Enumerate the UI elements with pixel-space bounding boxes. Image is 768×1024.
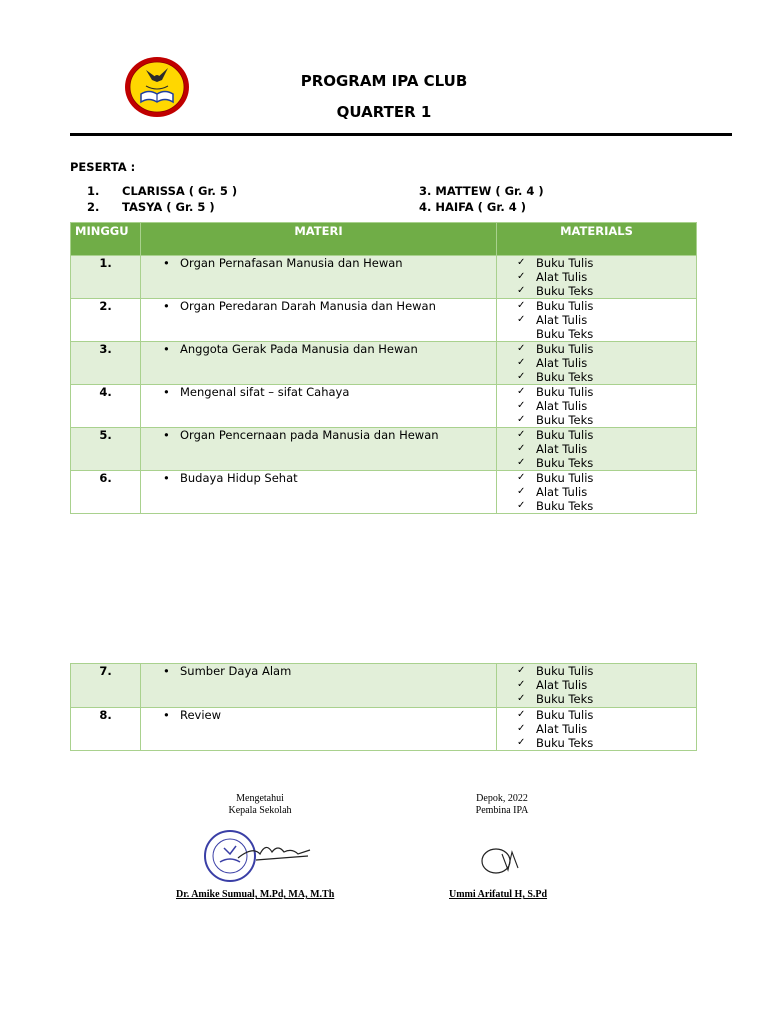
participant-2: TASYA ( Gr. 5 ) [122, 200, 215, 214]
topic-text: Organ Pencernaan pada Manusia dan Hewan [180, 428, 439, 442]
material-item: Alat Tulis [536, 270, 588, 284]
participant-2-number: 2. [87, 200, 100, 214]
school-stamp-icon [198, 828, 318, 884]
material-item: Buku Teks [536, 327, 594, 341]
bullet-icon: • [163, 664, 170, 678]
table-row [71, 299, 697, 342]
check-icon: ✓ [517, 443, 526, 454]
check-icon: ✓ [517, 414, 526, 425]
signature-right-line1: Depok, 2022 [476, 793, 528, 804]
week-number: 6. [99, 471, 112, 485]
table-row [71, 664, 697, 708]
table-row [71, 342, 697, 385]
check-icon: ✓ [517, 271, 526, 282]
material-item: Buku Tulis [536, 342, 594, 356]
check-icon: ✓ [517, 737, 526, 748]
participant-3: 3. MATTEW ( Gr. 4 ) [419, 184, 544, 198]
material-item: Alat Tulis [536, 442, 588, 456]
material-item: Buku Tulis [536, 471, 594, 485]
material-item: Alat Tulis [536, 485, 588, 499]
week-number: 1. [99, 256, 112, 270]
check-icon: ✓ [517, 472, 526, 483]
bullet-icon: • [163, 708, 170, 722]
topic-text: Review [180, 708, 222, 722]
material-item: Buku Tulis [536, 708, 594, 722]
bullet-icon: • [163, 342, 170, 356]
check-icon: ✓ [517, 300, 526, 311]
material-item: Alat Tulis [536, 678, 588, 692]
week-number: 3. [99, 342, 112, 356]
material-item: Buku Teks [536, 413, 594, 427]
check-icon: ✓ [517, 709, 526, 720]
document-title: PROGRAM IPA CLUB [300, 72, 468, 90]
check-icon: ✓ [517, 386, 526, 397]
week-number: 7. [99, 664, 112, 678]
check-icon: ✓ [517, 457, 526, 468]
material-item: Buku Teks [536, 456, 594, 470]
check-icon: ✓ [517, 693, 526, 704]
topic-text: Organ Pernafasan Manusia dan Hewan [180, 256, 403, 270]
participant-1: CLARISSA ( Gr. 5 ) [122, 184, 238, 198]
check-icon: ✓ [517, 343, 526, 354]
table-row [71, 471, 697, 514]
check-icon: ✓ [517, 371, 526, 382]
check-icon: ✓ [517, 429, 526, 440]
material-item: Alat Tulis [536, 356, 588, 370]
bullet-icon: • [163, 428, 170, 442]
schedule-table [70, 222, 697, 514]
signature-right-name: Ummi Arifatul H, S.Pd [449, 889, 548, 900]
topic-text: Budaya Hidup Sehat [180, 471, 298, 485]
signature-icon [474, 842, 530, 878]
check-icon: ✓ [517, 723, 526, 734]
material-item: Buku Tulis [536, 664, 594, 678]
signature-left-line1: Mengetahui [236, 793, 284, 804]
table-row [71, 385, 697, 428]
check-icon: ✓ [517, 357, 526, 368]
material-item: Buku Teks [536, 284, 594, 298]
check-icon: ✓ [517, 314, 526, 325]
table-row [71, 428, 697, 471]
topic-text: Sumber Daya Alam [180, 664, 292, 678]
signature-block-right [437, 793, 567, 817]
material-item: Buku Teks [536, 736, 594, 750]
material-item: Buku Teks [536, 692, 594, 706]
column-header-topic: MATERI [141, 223, 497, 256]
material-item: Buku Teks [536, 370, 594, 384]
material-item: Buku Tulis [536, 256, 594, 270]
bullet-icon: • [163, 471, 170, 485]
material-item: Buku Tulis [536, 428, 594, 442]
week-number: 2. [99, 299, 112, 313]
signature-block-left [185, 793, 335, 817]
bullet-icon: • [163, 299, 170, 313]
material-item: Buku Tulis [536, 385, 594, 399]
check-icon: ✓ [517, 500, 526, 511]
participant-1-number: 1. [87, 184, 100, 198]
check-icon: ✓ [517, 257, 526, 268]
check-icon: ✓ [517, 665, 526, 676]
check-icon: ✓ [517, 285, 526, 296]
week-number: 4. [99, 385, 112, 399]
week-number: 5. [99, 428, 112, 442]
signature-left-name: Dr. Amike Sumual, M.Pd, MA, M.Th [176, 889, 335, 900]
participants-label: PESERTA : [70, 160, 136, 174]
topic-text: Anggota Gerak Pada Manusia dan Hewan [180, 342, 418, 356]
material-item: Alat Tulis [536, 313, 588, 327]
material-item: Alat Tulis [536, 399, 588, 413]
check-icon: ✓ [517, 400, 526, 411]
check-icon: ✓ [517, 486, 526, 497]
participant-4: 4. HAIFA ( Gr. 4 ) [419, 200, 526, 214]
material-item: Alat Tulis [536, 722, 588, 736]
material-item: Buku Teks [536, 499, 594, 513]
bullet-icon: • [163, 385, 170, 399]
table-row [71, 256, 697, 299]
column-header-materials: MATERIALS [497, 223, 697, 256]
schedule-table-continued [70, 663, 697, 751]
document-subtitle: QUARTER 1 [336, 103, 432, 121]
topic-text: Organ Peredaran Darah Manusia dan Hewan [180, 299, 436, 313]
material-item: Buku Tulis [536, 299, 594, 313]
topic-text: Mengenal sifat – sifat Cahaya [180, 385, 350, 399]
signature-right-line2: Pembina IPA [475, 805, 529, 816]
bullet-icon: • [163, 256, 170, 270]
signature-left-line2: Kepala Sekolah [228, 805, 292, 816]
header-divider [70, 133, 732, 136]
column-header-week: MINGGU [71, 223, 141, 256]
table-row [71, 708, 697, 751]
week-number: 8. [99, 708, 112, 722]
check-icon: ✓ [517, 679, 526, 690]
